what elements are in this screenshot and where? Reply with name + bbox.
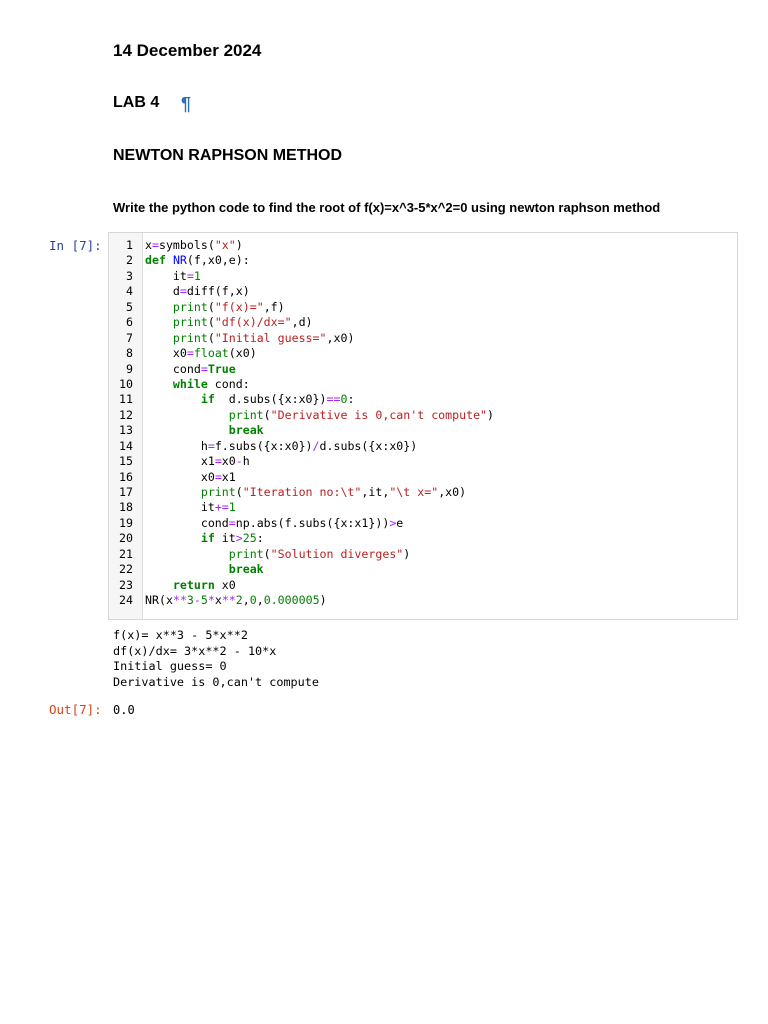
code-line[interactable] — [109, 454, 737, 469]
code-line[interactable] — [109, 362, 737, 377]
code-line[interactable] — [109, 500, 737, 515]
code-line[interactable] — [109, 531, 737, 546]
code-line[interactable] — [109, 331, 737, 346]
code-line[interactable] — [109, 377, 737, 392]
code-line[interactable] — [109, 408, 737, 423]
pilcrow-icon[interactable]: ¶ — [181, 94, 192, 114]
line-number: 21 — [119, 546, 133, 561]
section-heading: NEWTON RAPHSON METHOD — [113, 147, 343, 164]
code-text: cond=np.abs(f.subs({x:x1}))>e — [145, 515, 404, 530]
code-editor[interactable] — [109, 238, 737, 609]
code-text: x0=x1 — [145, 469, 236, 484]
line-number: 6 — [126, 315, 133, 330]
code-line[interactable] — [109, 562, 737, 577]
stdout-line: Derivative is 0,can't compute — [113, 674, 319, 689]
code-text: print("df(x)/dx=",d) — [172, 315, 313, 330]
line-number: 24 — [119, 593, 133, 608]
line-number: 16 — [119, 469, 133, 484]
code-line[interactable] — [109, 315, 737, 330]
code-line[interactable] — [109, 346, 737, 361]
code-text: x=symbols("x") — [145, 238, 243, 252]
code-text: print("Derivative is 0,can't compute") — [228, 407, 495, 422]
code-line[interactable] — [109, 578, 737, 593]
code-text: x1=x0-h — [145, 454, 250, 469]
code-text: break — [228, 562, 264, 577]
line-number: 15 — [119, 454, 133, 469]
cell-result: 0.0 — [113, 703, 135, 717]
code-text: break — [228, 423, 264, 438]
line-number: 4 — [126, 284, 133, 299]
line-number: 12 — [119, 407, 133, 422]
code-line[interactable] — [109, 547, 737, 562]
code-text: if d.subs({x:x0})==0: — [200, 392, 355, 407]
line-number: 13 — [119, 423, 133, 438]
code-line[interactable] — [109, 269, 737, 284]
code-text: print("Initial guess=",x0) — [172, 330, 355, 345]
code-text: h=f.subs({x:x0})/d.subs({x:x0}) — [145, 438, 418, 453]
code-line[interactable] — [109, 253, 737, 268]
line-number: 17 — [119, 485, 133, 499]
line-number: 19 — [119, 515, 133, 530]
code-line[interactable] — [109, 284, 737, 299]
code-text: x0=float(x0) — [145, 346, 257, 361]
code-text: print("Iteration no:\t",it,"\t x=",x0) — [200, 485, 467, 499]
stdout-line: f(x)= x**3 - 5*x**2 — [113, 628, 248, 642]
code-line[interactable] — [109, 392, 737, 407]
line-number: 22 — [119, 562, 133, 577]
code-text: return x0 — [172, 577, 236, 592]
document-date: 14 December 2024 — [113, 41, 262, 60]
code-text: d=diff(f,x) — [145, 284, 250, 299]
line-number: 11 — [119, 392, 133, 407]
code-line[interactable] — [109, 516, 737, 531]
code-line[interactable] — [109, 300, 737, 315]
input-prompt: In [7]: — [49, 238, 102, 253]
code-line[interactable] — [109, 470, 737, 485]
code-line[interactable] — [109, 439, 737, 454]
stdout-line: Initial guess= 0 — [113, 659, 227, 674]
code-text: print("f(x)=",f) — [172, 299, 285, 314]
line-number: 9 — [126, 361, 133, 376]
line-number: 20 — [119, 531, 133, 546]
stdout-line: df(x)/dx= 3*x**2 - 10*x — [113, 643, 277, 658]
code-line[interactable] — [109, 593, 737, 608]
line-number: 2 — [126, 253, 133, 268]
line-number: 10 — [119, 376, 133, 391]
code-line[interactable] — [109, 485, 737, 500]
line-number: 3 — [126, 268, 133, 283]
line-number: 1 — [126, 238, 133, 252]
code-text: if it>25: — [200, 531, 264, 546]
output-prompt: Out[7]: — [49, 702, 102, 717]
code-cell[interactable] — [108, 232, 738, 620]
code-text: it=1 — [145, 268, 201, 283]
code-text: it+=1 — [145, 500, 236, 515]
lab-title: LAB 4 — [113, 94, 160, 111]
task-description: Write the python code to find the root of f(x)=x^3-5*x^2=0 using newton raphson method — [113, 200, 661, 215]
line-number: 14 — [119, 438, 133, 453]
code-line[interactable] — [109, 423, 737, 438]
code-text: cond=True — [145, 361, 236, 376]
code-text: def NR(f,x0,e): — [145, 253, 250, 268]
line-number: 18 — [119, 500, 133, 515]
code-line[interactable] — [109, 238, 737, 253]
line-number: 7 — [126, 330, 133, 345]
code-text: while cond: — [172, 376, 250, 391]
cell-stdout — [113, 628, 319, 690]
code-text: print("Solution diverges") — [228, 546, 411, 561]
line-number: 8 — [126, 346, 133, 361]
line-number: 23 — [119, 577, 133, 592]
line-number: 5 — [126, 299, 133, 314]
code-text: NR(x**3-5*x**2,0,0.000005) — [145, 593, 327, 608]
